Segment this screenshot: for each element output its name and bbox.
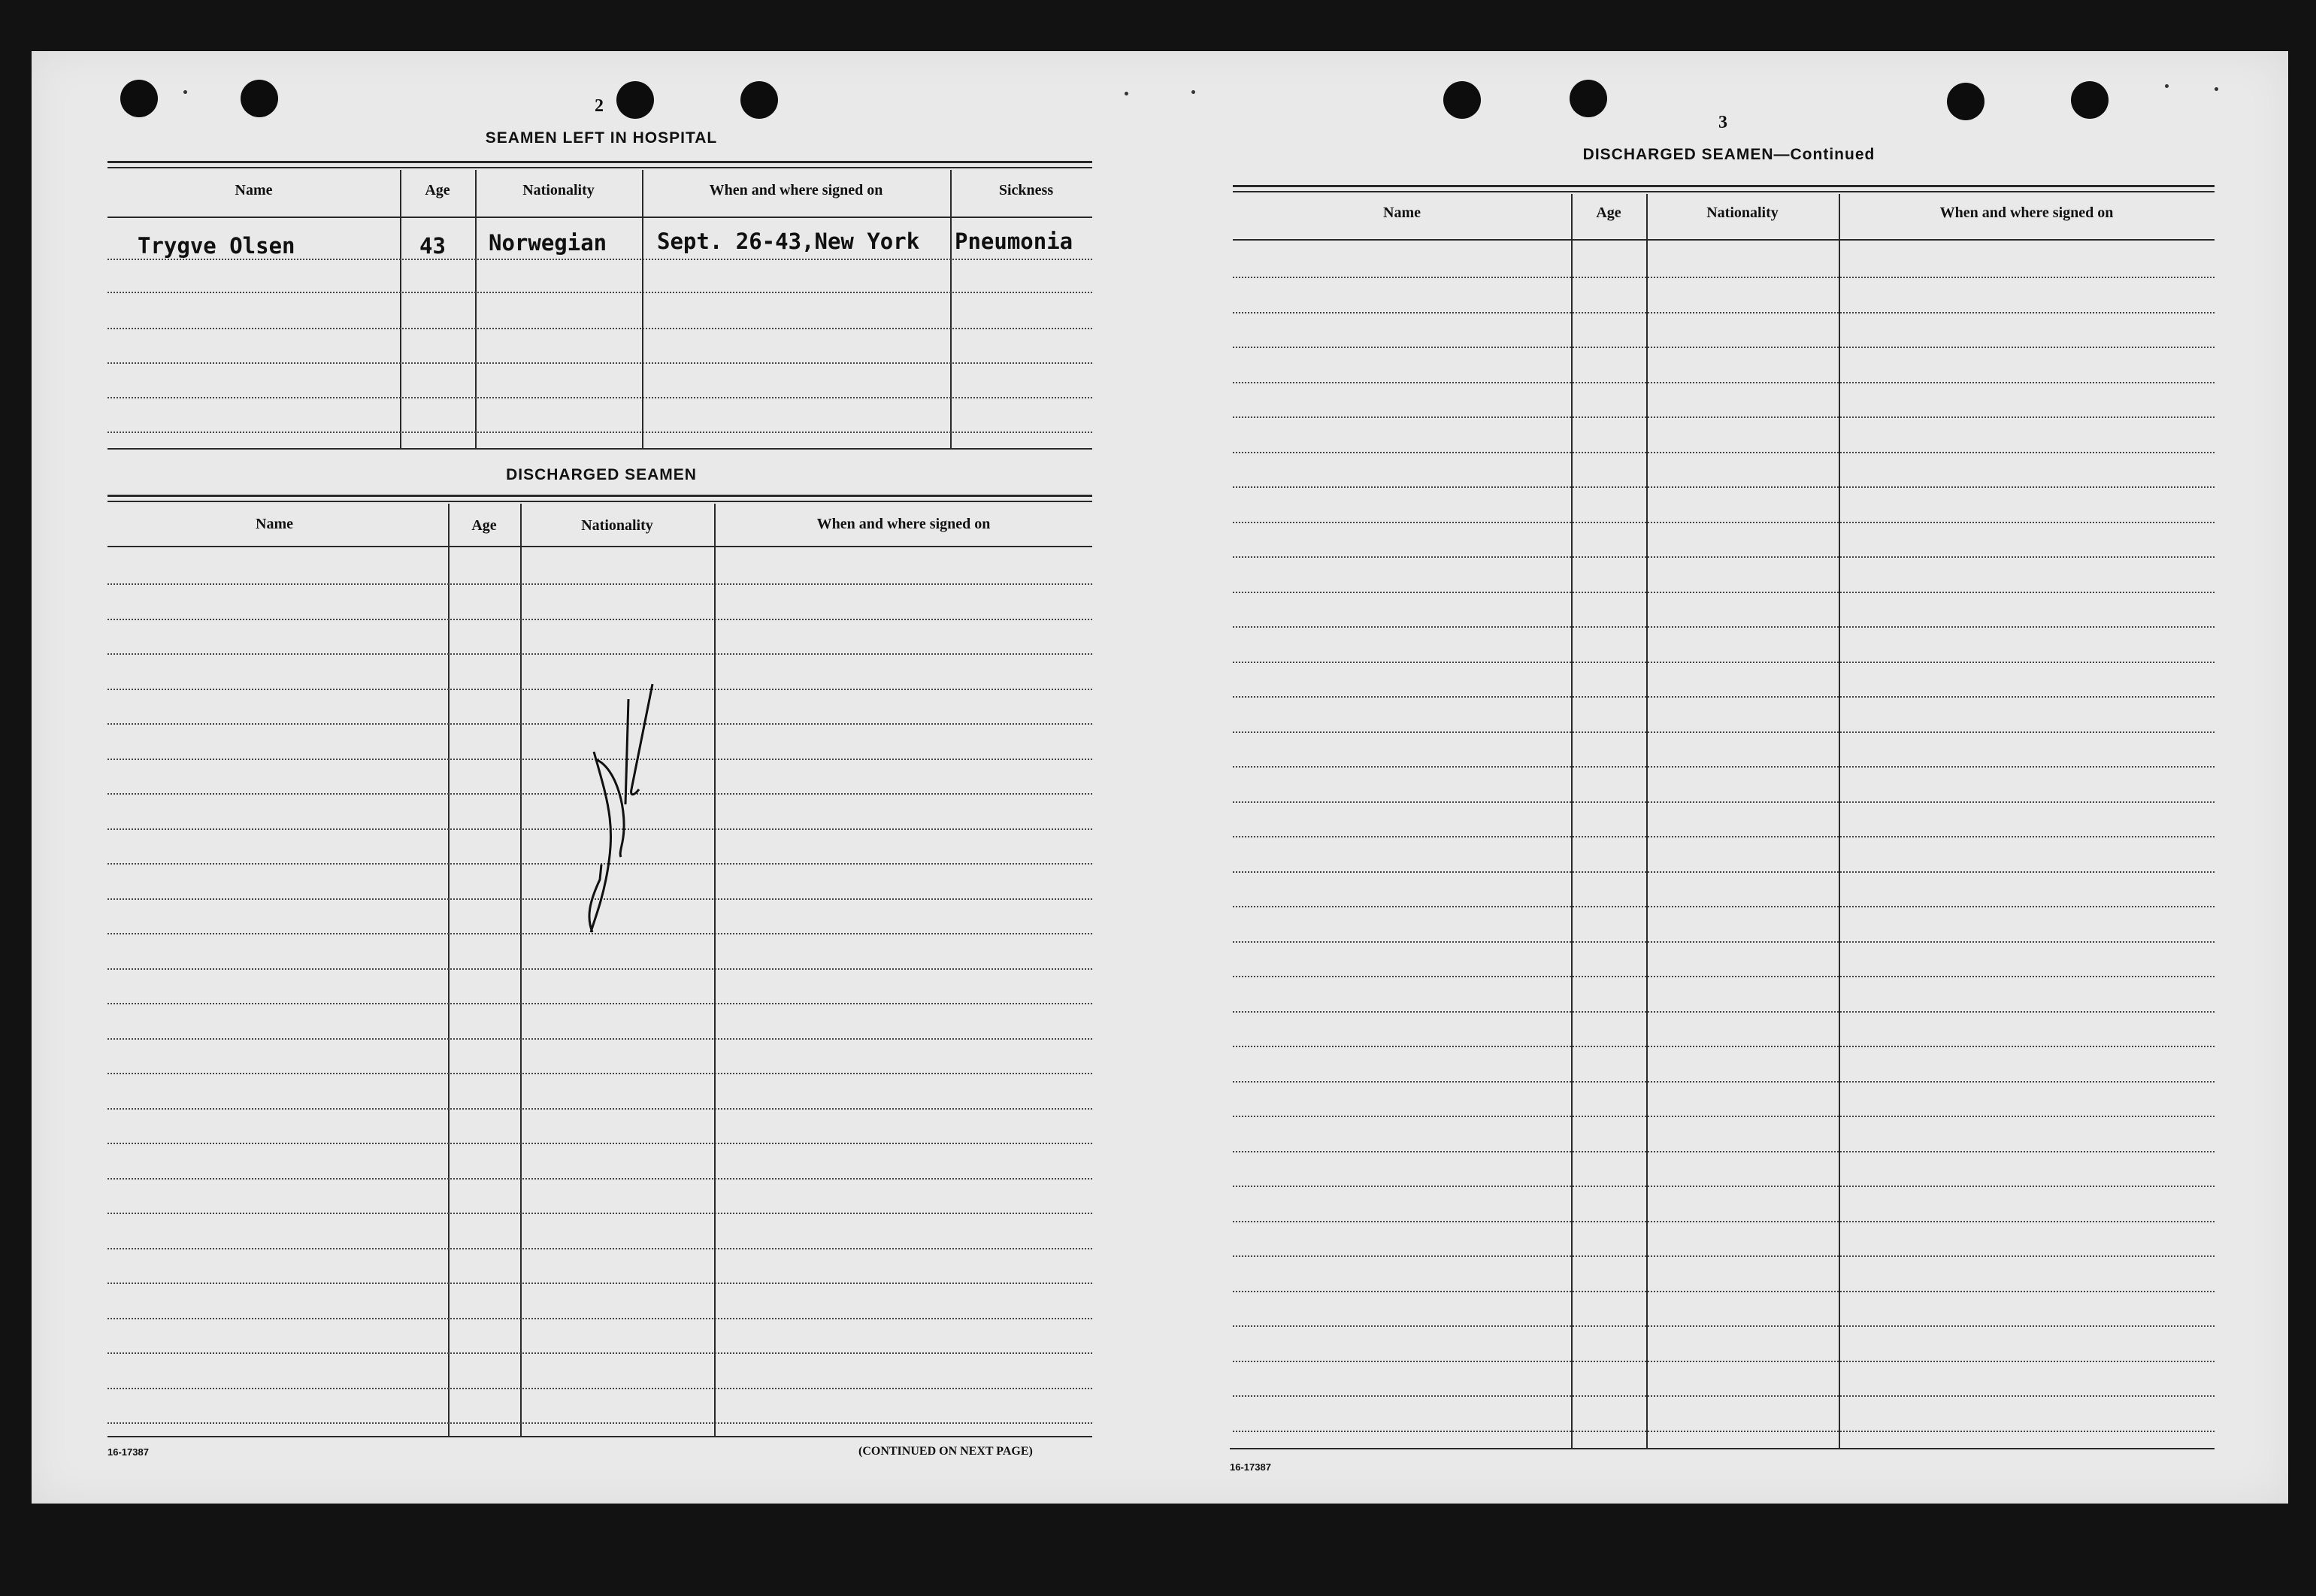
discharged-section-title: DISCHARGED SEAMEN [506, 466, 697, 483]
discharged-top-rule [1233, 185, 2215, 187]
hospital-entry-signed-on: Sept. 26-43,New York [657, 229, 920, 254]
entry-line [1233, 1186, 2215, 1187]
entry-line [1233, 941, 2215, 943]
header-rule [107, 217, 1092, 218]
entry-line [1233, 1081, 2215, 1083]
hospital-col-age: Age [425, 182, 450, 198]
binder-hole [616, 81, 654, 119]
binder-hole [1947, 83, 1984, 120]
entry-line [107, 968, 1092, 970]
hospital-col-sickness: Sickness [998, 182, 1054, 198]
binder-hole [1570, 80, 1607, 117]
entry-line [1233, 871, 2215, 873]
entry-line [1233, 906, 2215, 907]
entry-line [1233, 522, 2215, 523]
continued-col-signed-on: When and where signed on [1939, 204, 2114, 221]
hospital-entry-name: Trygve Olsen [138, 233, 295, 259]
hospital-col-nationality: Nationality [522, 182, 595, 198]
entry-line [1233, 1046, 2215, 1047]
hospital-bottom-rule [107, 448, 1092, 450]
paper-speck [2215, 87, 2218, 91]
discharged-continued-title: DISCHARGED SEAMEN—Continued [1582, 146, 1876, 163]
entry-line [107, 1143, 1092, 1144]
entry-line [1233, 1151, 2215, 1152]
hospital-entry-sickness: Pneumonia [955, 229, 1073, 254]
continued-note: (CONTINUED ON NEXT PAGE) [858, 1445, 1033, 1458]
document-sheet [32, 51, 2288, 1504]
binder-hole [120, 80, 158, 117]
entry-line [1233, 416, 2215, 418]
entry-line [107, 292, 1092, 293]
discharged-col-nationality: Nationality [581, 517, 653, 534]
form-number: 16-17387 [1230, 1461, 1271, 1473]
binder-hole [1443, 81, 1481, 119]
column-divider [642, 170, 643, 448]
entry-line [1233, 696, 2215, 698]
continued-col-nationality: Nationality [1706, 204, 1779, 221]
page-number: 2 [595, 96, 604, 116]
entry-line [107, 1318, 1092, 1319]
entry-line [1233, 662, 2215, 663]
entry-line [1233, 1431, 2215, 1432]
discharged-col-signed-on: When and where signed on [816, 516, 991, 532]
column-divider [520, 504, 522, 1436]
entry-line [107, 1108, 1092, 1110]
entry-line [1233, 312, 2215, 313]
entry-line [107, 1038, 1092, 1040]
hospital-top-rule [107, 161, 1092, 163]
discharged-bottom-rule [107, 1436, 1092, 1437]
entry-line [1233, 1395, 2215, 1397]
discharged-top-rule [107, 495, 1092, 497]
paper-speck [183, 90, 187, 94]
entry-line [107, 1352, 1092, 1354]
form-number: 16-17387 [107, 1446, 149, 1458]
discharged-bottom-rule [1230, 1448, 2215, 1449]
entry-line [1233, 556, 2215, 558]
entry-line [1233, 836, 2215, 837]
entry-line [1233, 452, 2215, 453]
binder-hole [2071, 81, 2109, 119]
column-divider [475, 170, 477, 448]
entry-line [1233, 1116, 2215, 1117]
entry-line [1233, 801, 2215, 803]
paper-speck [1191, 90, 1195, 94]
entry-line [107, 1283, 1092, 1284]
continued-col-name: Name [1383, 204, 1421, 221]
entry-line [1233, 766, 2215, 768]
header-rule [107, 546, 1092, 547]
hospital-entry-age: 43 [419, 233, 446, 259]
entry-line [1233, 1291, 2215, 1292]
entry-line [107, 1422, 1092, 1424]
entry-line [107, 1213, 1092, 1214]
entry-line [1233, 347, 2215, 348]
page-number: 3 [1718, 113, 1727, 132]
entry-line [107, 397, 1092, 398]
entry-line [107, 1248, 1092, 1249]
entry-line [1233, 592, 2215, 593]
entry-line [107, 259, 1092, 260]
binder-hole [241, 80, 278, 117]
binder-hole [740, 81, 778, 119]
entry-line [1233, 1325, 2215, 1327]
discharged-col-age: Age [471, 517, 497, 534]
entry-line [1233, 976, 2215, 977]
entry-line [1233, 1221, 2215, 1222]
entry-line [107, 328, 1092, 329]
continued-col-age: Age [1596, 204, 1621, 221]
paper-speck [1125, 92, 1128, 95]
entry-line [1233, 486, 2215, 488]
paper-speck [2165, 84, 2169, 88]
entry-line [107, 1178, 1092, 1180]
entry-line [1233, 1011, 2215, 1013]
entry-line [1233, 626, 2215, 628]
entry-line [107, 432, 1092, 433]
entry-line [1233, 277, 2215, 278]
discharged-top-rule [107, 501, 1092, 502]
entry-line [1233, 1361, 2215, 1362]
hospital-col-signed-on: When and where signed on [709, 182, 883, 198]
column-divider [448, 504, 450, 1436]
hospital-col-name: Name [235, 182, 273, 198]
entry-line [107, 653, 1092, 655]
hospital-top-rule [107, 167, 1092, 168]
entry-line [107, 619, 1092, 620]
entry-line [1233, 382, 2215, 383]
entry-line [1233, 1255, 2215, 1257]
hospital-section-title: SEAMEN LEFT IN HOSPITAL [485, 129, 718, 147]
entry-line [107, 1388, 1092, 1389]
entry-line [107, 1073, 1092, 1074]
discharged-col-name: Name [256, 516, 293, 532]
handwritten-signature [556, 677, 661, 947]
entry-line [107, 362, 1092, 364]
column-divider [400, 170, 401, 448]
entry-line [107, 583, 1092, 585]
discharged-top-rule [1233, 191, 2215, 192]
hospital-entry-nationality: Norwegian [489, 230, 607, 256]
header-rule [1233, 239, 2215, 241]
column-divider [950, 170, 952, 448]
entry-line [1233, 731, 2215, 733]
entry-line [107, 1003, 1092, 1004]
column-divider [714, 504, 716, 1436]
